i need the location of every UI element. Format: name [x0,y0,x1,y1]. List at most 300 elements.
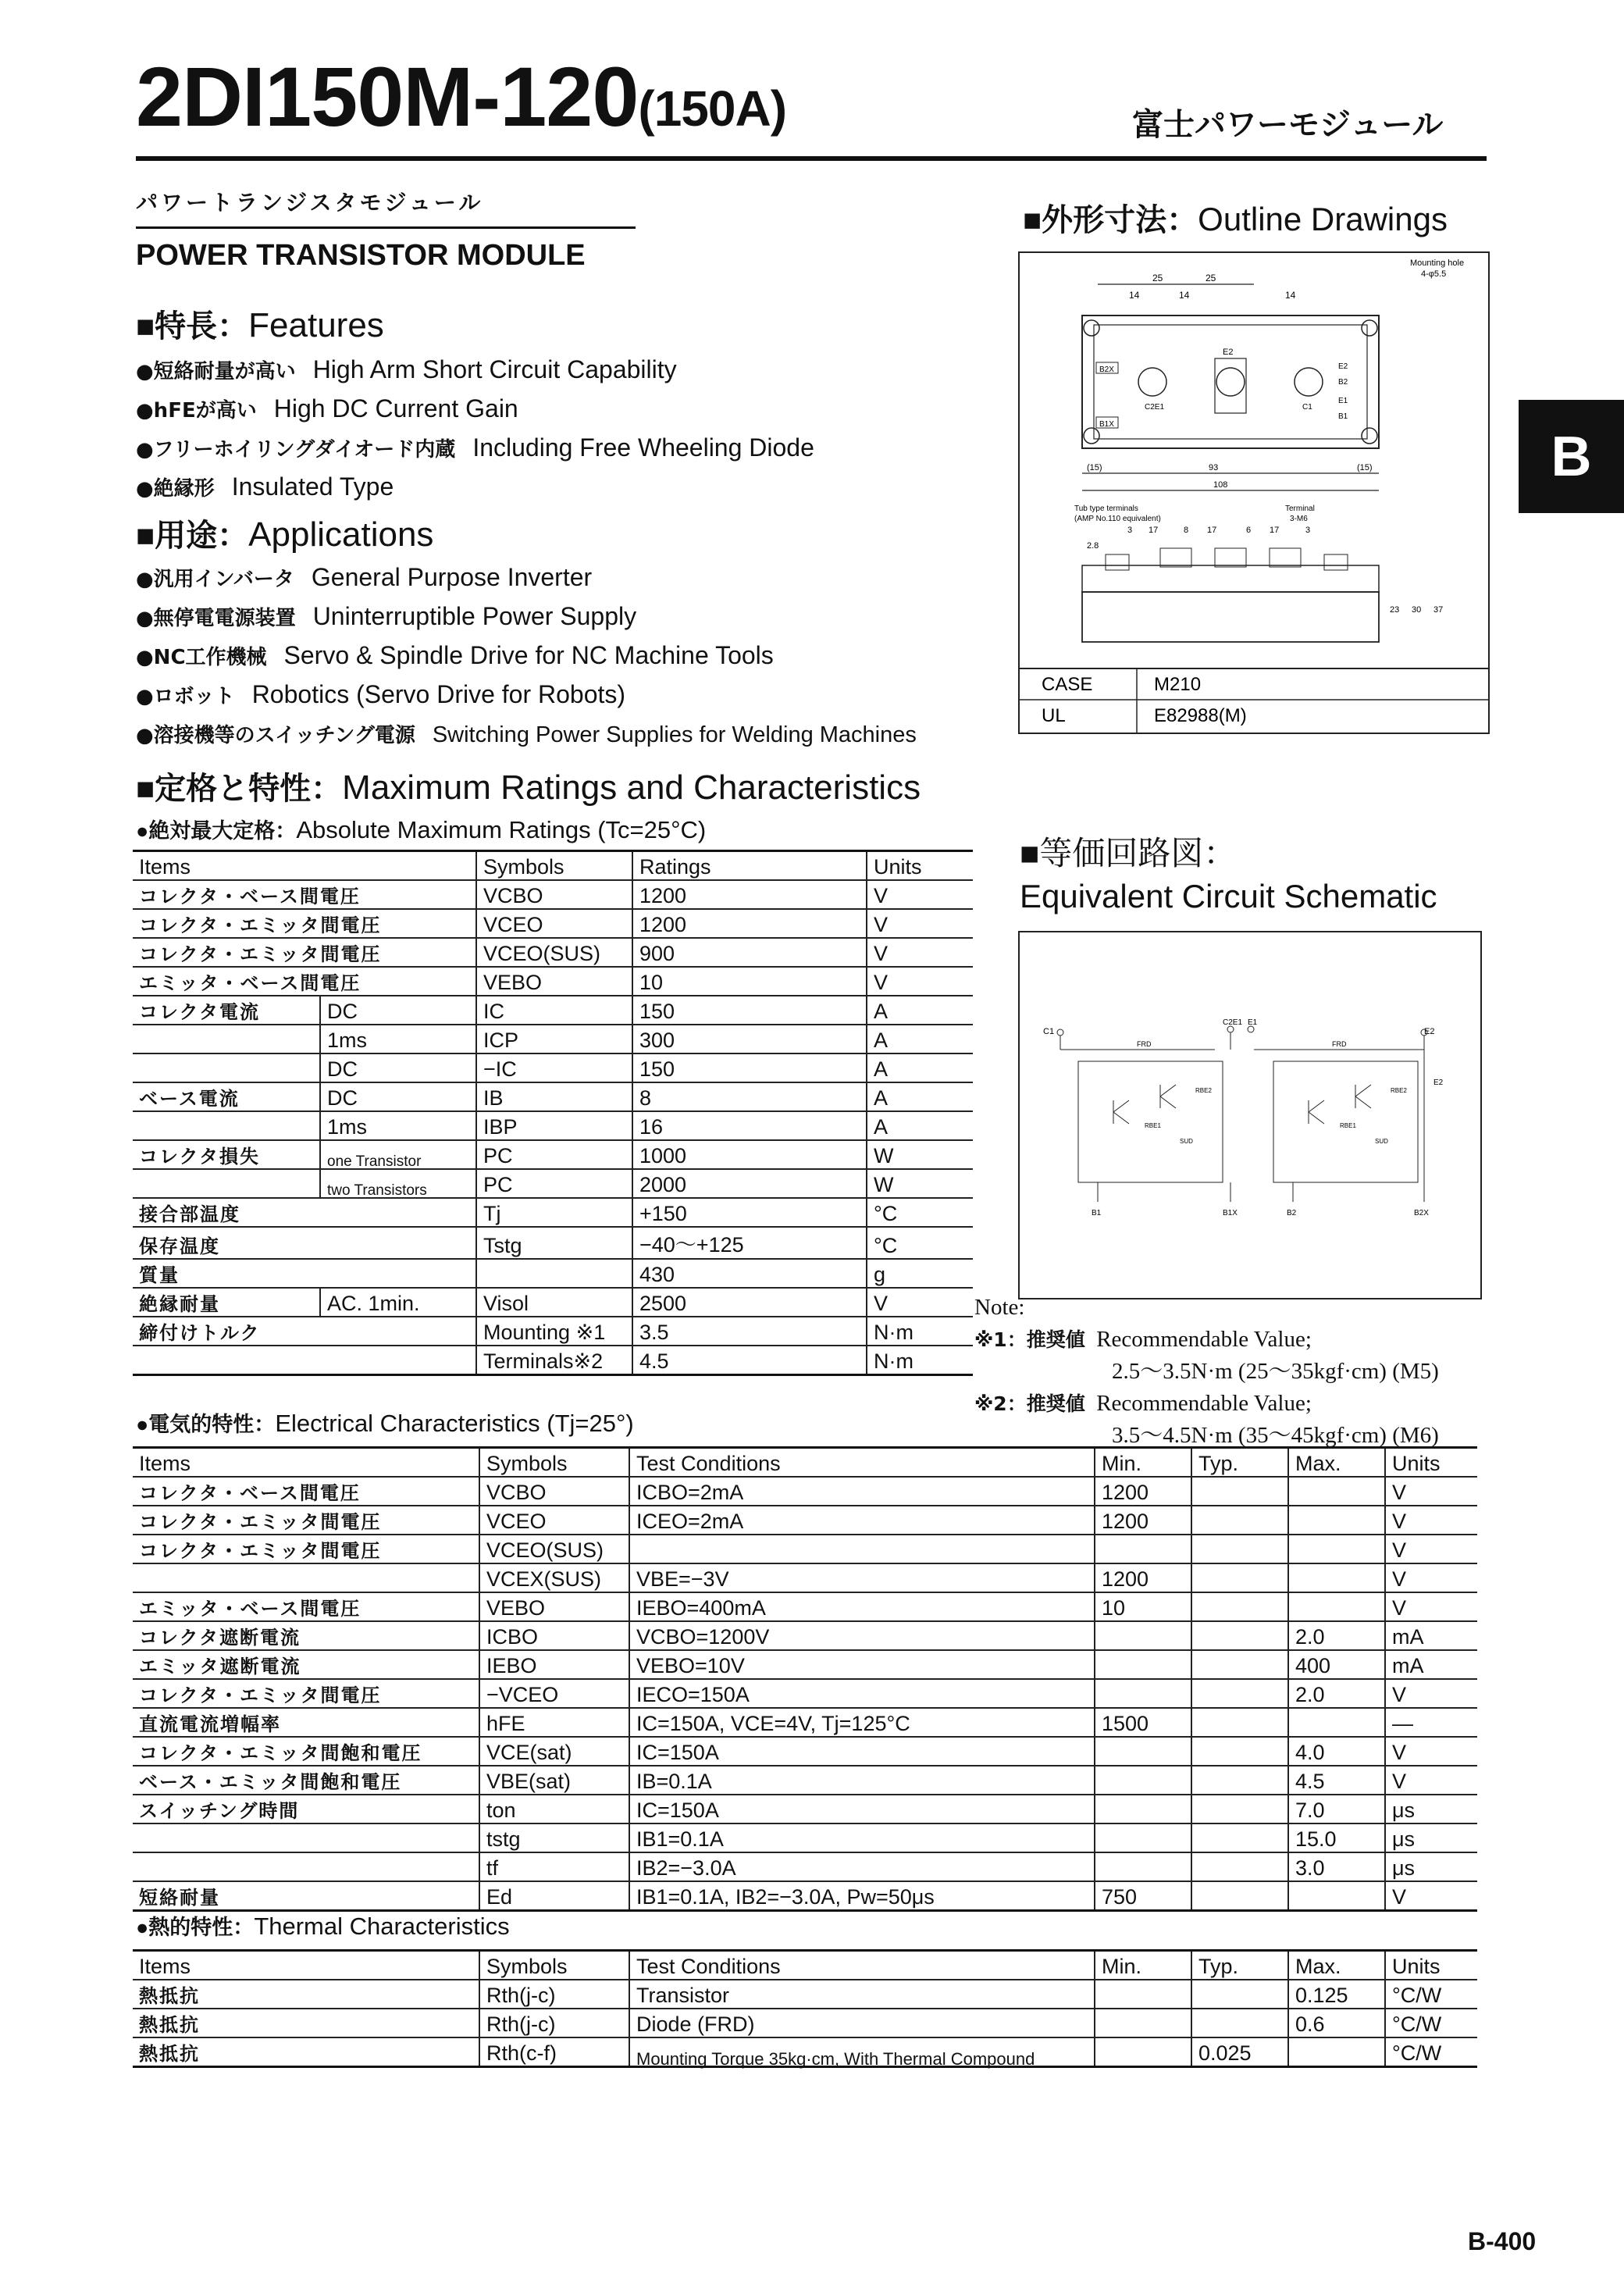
table-cell: 150 [632,996,867,1025]
dim-label: 4-φ5.5 [1421,269,1447,279]
table-cell: 1200 [1095,1506,1191,1535]
note1-mark: ※1：推奨値 [974,1328,1085,1351]
table-cell: V [1385,1592,1477,1621]
table-cell: 10 [632,967,867,996]
table-cell [1191,1477,1288,1506]
table-cell: ICP [476,1025,632,1053]
table-cell: 2.0 [1288,1621,1385,1650]
table-cell: コレクタ・エミッタ間電圧 [133,1679,479,1708]
table-cell: mA [1385,1621,1477,1650]
col-header: Units [1385,1448,1477,1478]
table-cell: 8 [632,1082,867,1111]
col-header: Test Conditions [629,1951,1095,1980]
table-cell: 2000 [632,1169,867,1198]
pin-label: C1 [1302,403,1312,412]
list-item: ●ロボット Robotics (Servo Drive for Robots) [136,680,626,708]
table-cell: Mounting ※1 [476,1317,632,1346]
col-header: Min. [1095,1951,1191,1980]
table-cell [1191,1506,1288,1535]
table-cell [1095,1795,1191,1823]
table-cell: 750 [1095,1881,1191,1911]
dim-label: 17 [1149,526,1159,535]
table-cell: 900 [632,938,867,967]
note2-value: 3.5〜4.5N·m (35〜45kgf·cm) (M6) [1112,1423,1439,1448]
table-cell: N·m [867,1317,973,1346]
table-cell: 0.025 [1191,2037,1288,2067]
table-cell: Terminals※2 [476,1346,632,1375]
table-cell: IECO=150A [629,1679,1095,1708]
table-cell: IEBO=400mA [629,1592,1095,1621]
table-cell: IC=150A [629,1737,1095,1766]
circuit-schematic [1020,932,1480,1298]
features-list [136,351,814,508]
dim-label: 23 [1390,605,1400,615]
table-cell: 接合部温度 [133,1198,476,1227]
col-header: Min. [1095,1448,1191,1478]
table-cell: PC [476,1140,632,1169]
table-cell: Visol [476,1288,632,1317]
applications-list [136,559,917,754]
table-cell: 10 [1095,1592,1191,1621]
table-cell: 絶縁耐量 [133,1288,320,1317]
table-cell: W [867,1169,973,1198]
table-row [133,1766,1477,1795]
table-cell: VCEO(SUS) [479,1535,629,1563]
pin-label: E2 [1424,1027,1435,1036]
table-cell: IB2=−3.0A [629,1852,1095,1881]
table-cell: Diode (FRD) [629,2009,1095,2037]
table-row [133,2009,1477,2037]
table-cell [1095,2009,1191,2037]
sub-rule [136,226,636,229]
table-cell: 3.0 [1288,1852,1385,1881]
table-cell: DC [320,1082,476,1111]
table-cell: IB=0.1A [629,1766,1095,1795]
dim-label: 2.8 [1087,541,1099,551]
table-cell [1288,2037,1385,2067]
table-cell [133,1346,476,1375]
dim-label: 3 [1305,526,1311,535]
table-cell [1288,1592,1385,1621]
table-row [133,1795,1477,1823]
col-header: Typ. [1191,1951,1288,1980]
pin-label: B1 [1092,1209,1102,1217]
table-row [133,1082,973,1111]
table-cell: V [1385,1506,1477,1535]
res-label: RBE1 [1340,1122,1356,1129]
table-row [133,1708,1477,1737]
note1-text: Recommendable Value; [1096,1327,1312,1352]
table-cell: 熱抵抗 [133,2009,479,2037]
abs-max-table [133,850,973,1376]
table-row [133,1227,973,1259]
table-cell: 4.0 [1288,1737,1385,1766]
table-cell: V [1385,1881,1477,1911]
dim-label: 93 [1209,463,1219,472]
table-cell: °C/W [1385,2009,1477,2037]
dim-label: 3-M6 [1290,515,1308,523]
table-cell: VBE=−3V [629,1563,1095,1592]
table-cell: コレクタ損失 [133,1140,320,1169]
electrical-heading: ●電気的特性：Electrical Characteristics (Tj=25°) [136,1410,634,1437]
table-row [133,938,973,967]
table-cell: Rth(j-c) [479,2009,629,2037]
table-row [133,1592,1477,1621]
table-cell: °C [867,1198,973,1227]
table-cell: 保存温度 [133,1227,476,1259]
table-cell [1288,1708,1385,1737]
table-cell: コレクタ遮断電流 [133,1621,479,1650]
table-cell: コレクタ・エミッタ間電圧 [133,909,476,938]
table-cell: VCBO [479,1477,629,1506]
table-row [133,1346,973,1375]
table-cell: IEBO [479,1650,629,1679]
table-cell: DC [320,996,476,1025]
table-row [133,1737,1477,1766]
table-cell: +150 [632,1198,867,1227]
frd-label: FRD [1137,1040,1152,1048]
table-cell: PC [476,1169,632,1198]
table-cell: A [867,1025,973,1053]
table-row [133,1852,1477,1881]
pin-label: B2 [1287,1209,1297,1217]
table-cell: 1000 [632,1140,867,1169]
table-cell: 430 [632,1259,867,1288]
table-cell: V [1385,1737,1477,1766]
pin-label: E2 [1338,362,1348,371]
table-cell: ICBO [479,1621,629,1650]
table-cell [1288,1881,1385,1911]
table-cell: 150 [632,1053,867,1082]
table-cell [133,1852,479,1881]
table-cell: AC. 1min. [320,1288,476,1317]
table-row [133,1506,1477,1535]
table-cell: Rth(c-f) [479,2037,629,2067]
table-cell [1095,1823,1191,1852]
table-cell [1288,1563,1385,1592]
table-cell [1191,1766,1288,1795]
table-cell: VCE(sat) [479,1737,629,1766]
table-cell: A [867,1082,973,1111]
header-rule [136,156,1487,161]
table-cell: コレクタ・エミッタ間電圧 [133,1506,479,1535]
part-number: 2DI150M-120 [136,49,639,144]
table-cell [133,1169,320,1198]
table-cell: 300 [632,1025,867,1053]
table-cell [1191,1592,1288,1621]
table-cell: Transistor [629,1980,1095,2009]
col-header: Test Conditions [629,1448,1095,1478]
table-cell: W [867,1140,973,1169]
dim-label: 3 [1127,526,1133,535]
table-cell [1095,1852,1191,1881]
table-cell [1191,1650,1288,1679]
thermal-heading: ●熱的特性：Thermal Characteristics [136,1913,510,1940]
table-row [133,1563,1477,1592]
table-row [133,1881,1477,1911]
current-rating: (150A) [638,80,787,137]
table-cell [1191,1708,1288,1737]
table-cell: 7.0 [1288,1795,1385,1823]
table-cell [1095,1766,1191,1795]
table-cell [1191,1823,1288,1852]
table-cell: A [867,1053,973,1082]
ul-value: E82988(M) [1154,705,1247,726]
table-cell: two Transistors [320,1169,476,1198]
table-cell: 短絡耐量 [133,1881,479,1911]
pin-label: B1X [1223,1209,1238,1217]
note2-mark: ※2：推奨値 [974,1392,1085,1415]
table-cell: IC=150A, VCE=4V, Tj=125°C [629,1708,1095,1737]
table-cell [1191,1563,1288,1592]
table-cell: V [1385,1679,1477,1708]
table-cell: V [867,938,973,967]
table-cell: 15.0 [1288,1823,1385,1852]
outline-drawing [1020,253,1488,733]
table-row [133,1823,1477,1852]
table-cell: Rth(j-c) [479,1980,629,2009]
pin-label: B2 [1338,378,1348,387]
table-cell: コレクタ・エミッタ間電圧 [133,1535,479,1563]
case-value: M210 [1154,674,1202,695]
dim-label: 14 [1179,290,1190,301]
pin-label: E1 [1338,397,1348,405]
pin-label: C2E1 [1223,1018,1243,1027]
res-label: SUD [1375,1138,1388,1145]
table-cell: V [1385,1535,1477,1563]
table-cell: IB1=0.1A, IB2=−3.0A, Pw=50μs [629,1881,1095,1911]
table-row [133,996,973,1025]
table-cell: IBP [476,1111,632,1140]
table-row [133,1535,1477,1563]
note2-text: Recommendable Value; [1096,1391,1312,1416]
table-cell: VCEO(SUS) [476,938,632,967]
col-header: Symbols [479,1448,629,1478]
table-cell: VEBO [476,967,632,996]
table-cell: コレクタ・ベース間電圧 [133,1477,479,1506]
table-cell: g [867,1259,973,1288]
col-header: Typ. [1191,1448,1288,1478]
table-cell [1191,1795,1288,1823]
circuit-box [1018,931,1482,1299]
list-item: ●NC工作機械 Servo & Spindle Drive for NC Machine Tools [136,641,774,669]
table-cell: Tj [476,1198,632,1227]
notes [974,1292,1439,1452]
table-cell: 1500 [1095,1708,1191,1737]
table-cell: VBE(sat) [479,1766,629,1795]
list-item: ●フリーホイリングダイオード内蔵 Including Free Wheeling Diode [136,433,814,462]
table-cell: μs [1385,1795,1477,1823]
table-cell: 1200 [1095,1563,1191,1592]
dim-label: 17 [1207,526,1217,535]
ul-label: UL [1042,705,1066,726]
dim-label: Mounting hole [1410,258,1465,268]
circuit-heading-en: Equivalent Circuit Schematic [1020,878,1437,914]
table-cell [133,1053,320,1082]
col-header: Symbols [479,1951,629,1980]
note1-value: 2.5〜3.5N·m (25〜35kgf·cm) (M5) [1112,1359,1439,1384]
table-cell: °C/W [1385,2037,1477,2067]
table-cell [1095,1650,1191,1679]
thermal-table [133,1949,1477,2068]
table-cell: N·m [867,1346,973,1375]
table-row [133,1198,973,1227]
table-cell [133,1111,320,1140]
col-header: Items [133,1951,479,1980]
table-cell: A [867,1111,973,1140]
outline-heading: ■外形寸法：Outline Drawings [1023,201,1448,237]
table-row [133,967,973,996]
table-cell [476,1259,632,1288]
product-type-jp: パワートランジスタモジュール [136,190,484,216]
col-header: Units [1385,1951,1477,1980]
table-cell: ベース電流 [133,1082,320,1111]
table-row [133,1650,1477,1679]
pin-label: E2 [1223,348,1234,357]
table-cell: コレクタ電流 [133,996,320,1025]
case-label: CASE [1042,674,1093,695]
table-cell [1095,1980,1191,2009]
table-cell: tf [479,1852,629,1881]
table-row [133,1679,1477,1708]
col-header: Max. [1288,1951,1385,1980]
outline-drawing-box [1018,251,1490,734]
table-cell: エミッタ・ベース間電圧 [133,1592,479,1621]
table-cell: Ed [479,1881,629,1911]
table-row [133,1025,973,1053]
table-cell: 1200 [632,880,867,909]
part-title [136,49,787,144]
table-cell: 直流電流増幅率 [133,1708,479,1737]
table-row [133,1288,973,1317]
table-cell: 質量 [133,1259,476,1288]
pin-label: B2X [1414,1209,1429,1217]
table-row [133,1169,973,1198]
electrical-table [133,1446,1477,1912]
table-cell [1095,1737,1191,1766]
dim-label: (15) [1087,463,1102,472]
table-cell: 1ms [320,1111,476,1140]
table-cell: IC [476,996,632,1025]
table-cell: VCEX(SUS) [479,1563,629,1592]
table-cell: エミッタ遮断電流 [133,1650,479,1679]
table-row [133,1140,973,1169]
table-cell: V [1385,1563,1477,1592]
abs-max-heading: ●絶対最大定格：Absolute Maximum Ratings (Tc=25°C) [136,816,707,843]
table-cell: V [1385,1766,1477,1795]
table-cell: コレクタ・ベース間電圧 [133,880,476,909]
table-cell: mA [1385,1650,1477,1679]
list-item: ●汎用インバータ General Purpose Inverter [136,563,593,591]
res-label: RBE2 [1391,1087,1407,1094]
page-number: B-400 [1468,2227,1537,2255]
table-cell: IB [476,1082,632,1111]
table-row [133,1053,973,1082]
table-cell: V [867,909,973,938]
pin-label: C1 [1043,1027,1055,1036]
table-cell: ton [479,1795,629,1823]
res-label: RBE2 [1195,1087,1212,1094]
pin-label: C2E1 [1145,403,1165,412]
pin-label: B2X [1099,365,1114,374]
table-cell: VCEO [479,1506,629,1535]
table-cell [1095,1535,1191,1563]
section-tab: B [1519,400,1624,513]
table-cell: 1200 [632,909,867,938]
list-item: ●短絡耐量が高い High Arm Short Circuit Capability [136,355,677,383]
col-header: Items [133,1448,479,1478]
res-label: SUD [1180,1138,1193,1145]
pin-label: E2 [1433,1078,1444,1087]
dim-label: Terminal [1285,504,1315,513]
dim-label: 37 [1433,605,1444,615]
table-cell: 0.125 [1288,1980,1385,2009]
table-row [133,1980,1477,2009]
table-cell: A [867,996,973,1025]
table-row [133,1259,973,1288]
table-cell: VEBO=10V [629,1650,1095,1679]
table-cell: 2500 [632,1288,867,1317]
table-cell: 1200 [1095,1477,1191,1506]
table-row [133,1317,973,1346]
table-cell: スイッチング時間 [133,1795,479,1823]
table-cell: tstg [479,1823,629,1852]
dim-label: 14 [1285,290,1296,301]
table-cell: 3.5 [632,1317,867,1346]
dim-label: 6 [1246,526,1252,535]
table-cell: V [1385,1477,1477,1506]
table-cell: ICBO=2mA [629,1477,1095,1506]
col-header: Symbols [476,851,632,881]
dim-label: Tub type terminals [1074,504,1138,513]
applications-heading: ■用途：Applications [136,515,434,554]
table-cell [1191,1621,1288,1650]
note-title: Note: [974,1295,1025,1320]
table-cell [1191,1881,1288,1911]
col-header: Ratings [632,851,867,881]
table-cell: ベース・エミッタ間飽和電圧 [133,1766,479,1795]
table-cell: one Transistor [320,1140,476,1169]
res-label: RBE1 [1145,1122,1161,1129]
table-cell: エミッタ・ベース間電圧 [133,967,476,996]
table-cell: Mounting Torque 35kg·cm, With Thermal Compound [629,2037,1095,2067]
table-cell: °C [867,1227,973,1259]
table-cell: −IC [476,1053,632,1082]
table-cell [133,1563,479,1592]
dim-label: (15) [1357,463,1373,472]
table-cell: コレクタ・エミッタ間飽和電圧 [133,1737,479,1766]
table-cell [1288,1477,1385,1506]
table-cell: IC=150A [629,1795,1095,1823]
list-item: ●溶接機等のスイッチング電源 Switching Power Supplies for Welding Machines [136,722,917,747]
table-cell: −40〜+125 [632,1227,867,1259]
table-cell: °C/W [1385,1980,1477,2009]
table-cell: 4.5 [632,1346,867,1375]
dim-label: 17 [1270,526,1280,535]
table-cell [1191,1737,1288,1766]
table-row [133,909,973,938]
table-cell: コレクタ・エミッタ間電圧 [133,938,476,967]
circuit-heading-jp: ■等価回路図： [1020,835,1237,872]
table-row [133,880,973,909]
table-cell: 熱抵抗 [133,2037,479,2067]
table-cell [1191,2009,1288,2037]
list-item: ●無停電電源装置 Uninterruptible Power Supply [136,602,637,630]
features-heading: ■特長：Features [136,306,384,344]
pin-label: B1 [1338,412,1348,421]
table-cell: 16 [632,1111,867,1140]
table-cell [1191,1535,1288,1563]
